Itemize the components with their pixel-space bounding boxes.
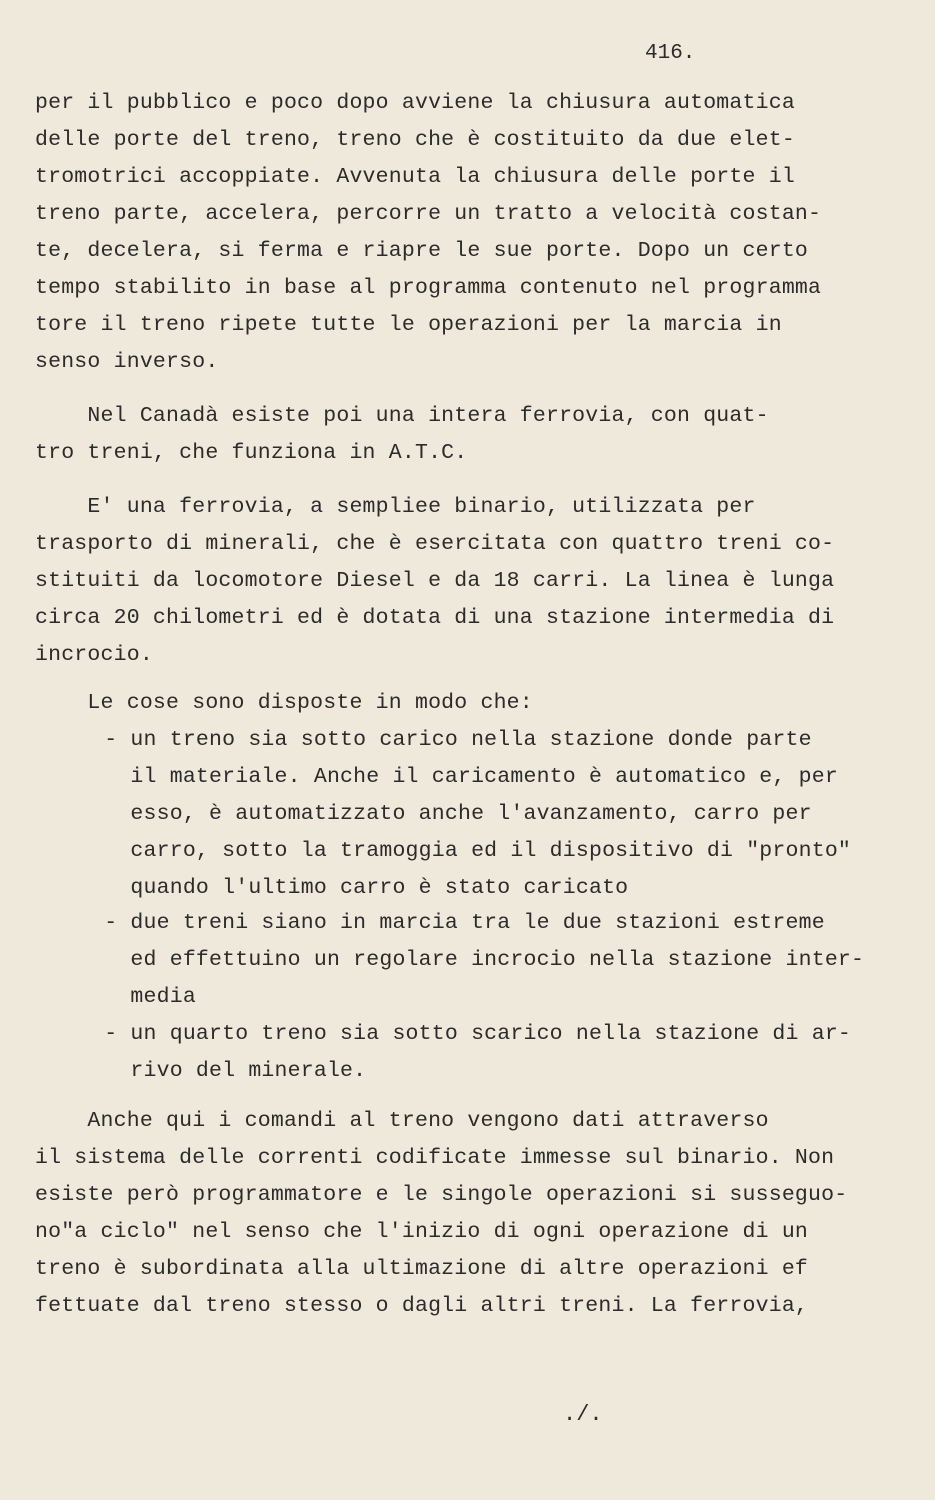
list-item: - un quarto treno sia sotto scarico nella stazione di ar- — [78, 1022, 852, 1046]
text-line: delle porte del treno, treno che è costituito da due elet- — [35, 128, 795, 152]
text-line: tempo stabilito in base al programma contenuto nel programma — [35, 276, 822, 300]
list-item: carro, sotto la tramoggia ed il dispositivo di "pronto" — [78, 839, 852, 863]
text-line: treno è subordinata alla ultimazione di altre operazioni ef — [35, 1257, 809, 1281]
text-line: tro treni, che funziona in A.T.C. — [35, 441, 468, 465]
text-line: Nel Canadà esiste poi una intera ferrovia, con quat- — [35, 404, 769, 428]
text-line: per il pubblico e poco dopo avviene la chiusura automatica — [35, 91, 795, 115]
list-item: quando l'ultimo carro è stato caricato — [78, 876, 629, 900]
continuation-mark: ./. — [563, 1402, 603, 1427]
text-line: E' una ferrovia, a sempliee binario, utilizzata per — [35, 495, 756, 519]
text-line: tromotrici accoppiate. Avvenuta la chiusura delle porte il — [35, 165, 795, 189]
text-line: il sistema delle correnti codificate immesse sul binario. Non — [35, 1146, 835, 1170]
list-item: media — [78, 985, 196, 1009]
text-line: senso inverso. — [35, 350, 219, 374]
text-line: trasporto di minerali, che è esercitata con quattro treni co- — [35, 532, 835, 556]
text-line: treno parte, accelera, percorre un tratto a velocità costan- — [35, 202, 822, 226]
text-line: Le cose sono disposte in modo che: — [35, 691, 533, 715]
text-line: circa 20 chilometri ed è dotata di una stazione intermedia di — [35, 606, 835, 630]
list-item: - due treni siano in marcia tra le due stazioni estreme — [78, 911, 825, 935]
text-line: no"a ciclo" nel senso che l'inizio di ogni operazione di un — [35, 1220, 809, 1244]
page-number: 416. — [645, 42, 696, 65]
text-line: tore il treno ripete tutte le operazioni per la marcia in — [35, 313, 782, 337]
list-item: esso, è automatizzato anche l'avanzamento, carro per — [78, 802, 812, 826]
list-item: - un treno sia sotto carico nella stazione donde parte — [78, 728, 812, 752]
list-item: rivo del minerale. — [78, 1059, 367, 1083]
text-line: te, decelera, si ferma e riapre le sue porte. Dopo un certo — [35, 239, 809, 263]
text-line: fettuate dal treno stesso o dagli altri treni. La ferrovia, — [35, 1294, 809, 1318]
text-line: incrocio. — [35, 643, 153, 667]
text-line: esiste però programmatore e le singole operazioni si susseguo- — [35, 1183, 848, 1207]
text-line: stituiti da locomotore Diesel e da 18 carri. La linea è lunga — [35, 569, 835, 593]
list-item: il materiale. Anche il caricamento è automatico e, per — [78, 765, 838, 789]
list-item: ed effettuino un regolare incrocio nella stazione inter- — [78, 948, 865, 972]
text-line: Anche qui i comandi al treno vengono dati attraverso — [35, 1109, 769, 1133]
